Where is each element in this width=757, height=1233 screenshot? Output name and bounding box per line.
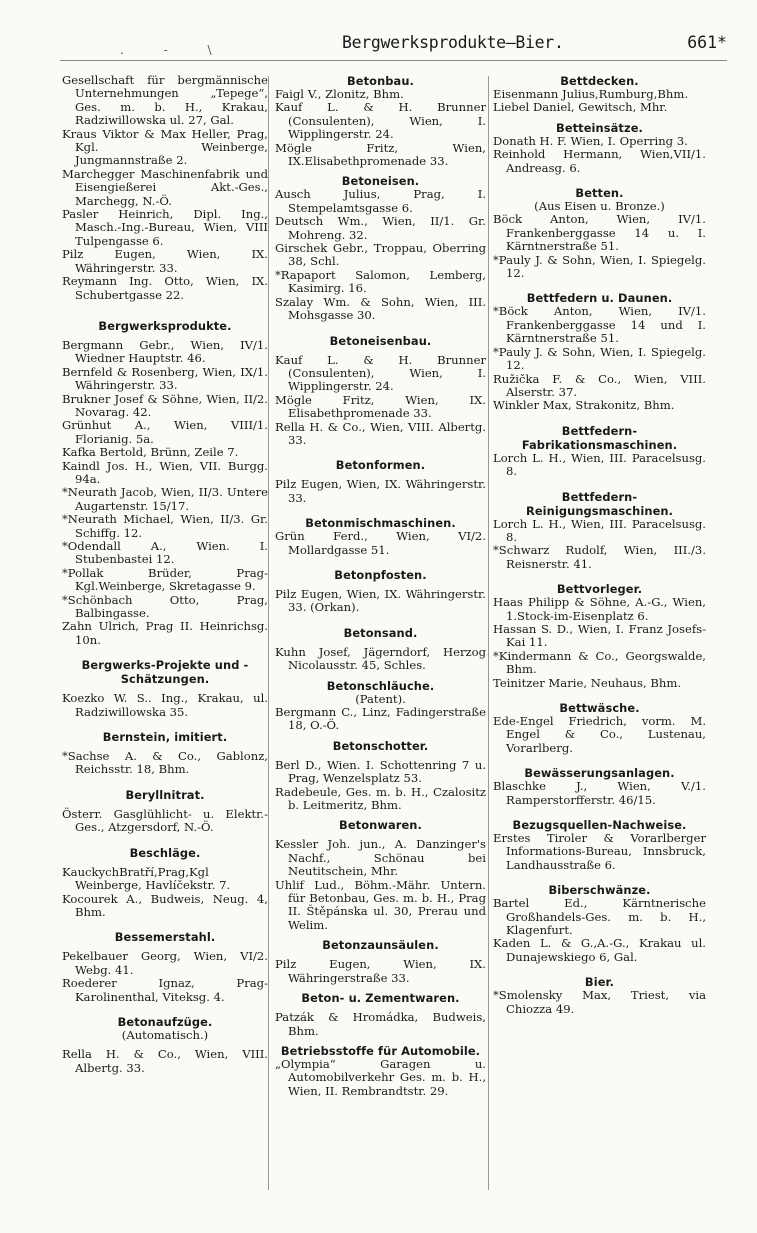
directory-entry: Böck Anton, Wien, IV/1. Frankenberggasse 14 u. I. Kärntnerstraße 51. xyxy=(493,212,706,254)
section-heading: Betonschläuche. xyxy=(326,678,435,693)
section-heading: Betonpfosten. xyxy=(334,567,427,582)
directory-entry: *Smolensky Max, Triest, via Chiozza 49. xyxy=(493,988,706,1016)
spacer xyxy=(62,302,268,319)
spacer xyxy=(493,755,706,766)
directory-entry: KauckychBratří,Prag,Kgl Weinberge, Havlíčekstr. 7. xyxy=(62,864,231,893)
spacer xyxy=(493,964,706,975)
directory-entry: Grün Ferd., Wien, VI/2. Mollardgasse 51. xyxy=(275,529,486,557)
directory-entry: Teinitzer Marie, Neuhaus, Bhm. xyxy=(493,675,682,690)
section-heading: Beton- u. Zementwaren. xyxy=(301,991,460,1006)
section-heading: Betonbau. xyxy=(347,74,414,88)
directory-entry: *Pauly J. & Sohn, Wien, I. Spiegelg. 12. xyxy=(493,252,706,281)
spacer xyxy=(62,919,268,930)
directory-entry: Kessler Joh. jun., A. Danzinger's Nachf., Schönau bei Neutitschein, Mhr. xyxy=(275,837,486,879)
column-divider-2 xyxy=(488,76,489,1190)
section-heading: Bettvorleger. xyxy=(556,582,643,597)
section-heading: Betonmischmaschinen. xyxy=(305,516,456,531)
spacer xyxy=(275,447,486,458)
directory-entry: Pasler Heinrich, Dipl. Ing., Masch.-Ing.-Bureau, Wien, VIII Tulpengasse 6. xyxy=(62,207,268,248)
spacer xyxy=(62,647,268,658)
spacer xyxy=(493,413,706,424)
spacer xyxy=(275,505,486,516)
spacer xyxy=(493,479,706,490)
directory-entry: Kraus Viktor & Max Heller, Prag, Kgl. Weinberge, Jungmannstraße 2. xyxy=(62,126,268,168)
section-heading: Bettdecken. xyxy=(560,74,639,88)
directory-entry: Pekelbauer Georg, Wien, VI/2. Webg. 41. xyxy=(62,949,268,977)
directory-entry: Kaden L. & G.,A.-G., Krakau ul. Dunajewskiego 6, Gal. xyxy=(493,936,706,964)
directory-entry: Ružička F. & Co., Wien, VIII. Alserstr. 37. xyxy=(493,371,706,399)
directory-entry: Pilz Eugen, Wien, IX. Währingerstr. 33. xyxy=(275,477,486,505)
spacer xyxy=(62,835,268,846)
column-1 xyxy=(62,74,268,1075)
section-heading: Bessemerstahl. xyxy=(114,930,216,945)
section-subheading: (Automatisch.) xyxy=(121,1027,209,1042)
directory-entry: *Böck Anton, Wien, IV/1. Frankenberggasse 14 und I. Kärntnerstraße 51. xyxy=(493,304,706,346)
directory-entry: Ausch Julius, Prag, I. Stempelamtsgasse 6. xyxy=(275,187,486,215)
directory-entry: Bartel Ed., Kärntnerische Großhandels-Ges. m. b. H., Klagenfurt. xyxy=(493,896,706,938)
directory-entry: Rella H. & Co., Wien, VIII. Albertg. 33. xyxy=(62,1047,268,1075)
section-heading: Bettwäsche. xyxy=(559,701,640,715)
spacer xyxy=(493,571,706,582)
directory-entry: *Neurath Jacob, Wien, II/3. Untere Augartenstr. 15/17. xyxy=(62,485,268,513)
section-heading: Bergwerksprodukte. xyxy=(98,318,232,333)
spacer xyxy=(493,807,706,818)
directory-entry: Reymann Ing. Otto, Wien, IX. Schubertgasse 22. xyxy=(62,274,268,302)
section-heading: Betonformen. xyxy=(335,458,426,473)
section-heading: Betonsand. xyxy=(343,625,418,640)
section-heading: Bergwerks-Projekte und -Schätzungen. xyxy=(81,658,249,687)
directory-entry: Pilz Eugen, Wien, IX. Währingerstraße 33. xyxy=(275,957,486,985)
section-heading: Bettfedern u. Daunen. xyxy=(526,291,673,306)
directory-entry: *Pauly J. & Sohn, Wien, I. Spiegelg. 12. xyxy=(493,344,706,373)
spacer xyxy=(493,690,706,701)
spacer xyxy=(493,280,706,291)
directory-entry: Roederer Ignaz, Prag-Karolinenthal, Viteksg. 4. xyxy=(62,976,268,1004)
directory-entry: Kauf L. & H. Brunner (Consulenten), Wien, I. Wipplingerstr. 24. xyxy=(275,352,486,394)
directory-entry: Kafka Bertold, Brünn, Zeile 7. xyxy=(62,445,239,460)
directory-entry: Lorch L. H., Wien, III. Paracelsusg. 8. xyxy=(493,516,706,544)
directory-entry: Koezko W. S.. Ing., Krakau, ul. Radziwillowska 35. xyxy=(62,691,268,719)
directory-entry: Liebel Daniel, Gewitsch, Mhr. xyxy=(493,100,668,115)
directory-entry: Bernfeld & Rosenberg, Wien, IX/1. Währingerstr. 33. xyxy=(62,364,268,393)
directory-entry: Rella H. & Co., Wien, VIII. Albertg. 33. xyxy=(275,419,486,447)
section-subheading: (Aus Eisen u. Bronze.) xyxy=(534,199,665,214)
directory-entry: Lorch L. H., Wien, III. Paracelsusg. 8. xyxy=(493,450,706,479)
section-heading: Betonzaunsäulen. xyxy=(322,938,439,953)
section-heading: Betoneisen. xyxy=(341,174,420,189)
directory-entry: Pilz Eugen, Wien, IX. Währingerstr. 33. xyxy=(62,247,268,275)
directory-entry: Mögle Fritz, Wien, IX.Elisabethpromenade 33. xyxy=(275,140,486,169)
directory-entry: *Schwarz Rudolf, Wien, III./3. Reisnerstr. 41. xyxy=(493,543,706,571)
section-heading: Betten. xyxy=(575,186,624,201)
section-heading: Bier. xyxy=(584,975,615,990)
page-number: 661* xyxy=(687,33,727,52)
directory-entry: Girschek Gebr., Troppau, Oberring 38, Schl. xyxy=(275,241,486,269)
directory-entry: Pilz Eugen, Wien, IX. Währingerstr. 33. (Orkan). xyxy=(275,586,486,615)
directory-entry: Blaschke J., Wien, V./1. Ramperstorfferstr. 46/15. xyxy=(493,779,706,807)
spacer xyxy=(493,872,706,883)
spacer xyxy=(275,323,486,334)
directory-entry: *Rapaport Salomon, Lemberg, Kasimirg. 16. xyxy=(275,267,486,296)
page-title: Bergwerksprodukte—Bier. xyxy=(342,33,564,52)
directory-entry: Kauf L. & H. Brunner (Consulenten), Wien, I. Wipplingerstr. 24. xyxy=(275,100,486,142)
page-header xyxy=(60,30,727,61)
directory-entry: Gesellschaft für bergmännische Unternehmungen „Tepege“, Ges. m. b. H., Krakau, Radziwillowska ul. 27, Gal. xyxy=(62,73,268,128)
section-heading: Beschläge. xyxy=(129,845,201,860)
spacer xyxy=(275,615,486,626)
directory-entry: Österr. Gasglühlicht- u. Elektr.-Ges., Atzgersdorf, N.-Ö. xyxy=(62,806,268,835)
directory-entry: Marchegger Maschinenfabrik und Eisengießerei Akt.-Ges., Marchegg, N.-Ö. xyxy=(62,166,268,208)
directory-entry: Ede-Engel Friedrich, vorm. M. Engel & Co., Lustenau, Vorarlberg. xyxy=(493,714,706,755)
section-heading: Betonwaren. xyxy=(339,818,422,833)
spacer xyxy=(493,175,706,186)
directory-entry: Donath H. F. Wien, I. Operring 3. xyxy=(493,133,688,148)
column-2 xyxy=(275,74,486,1098)
directory-entry: Haas Philipp & Söhne, A.-G., Wien, 1.Stock-im-Eisenplatz 6. xyxy=(493,595,706,623)
directory-entry: Hassan S. D., Wien, I. Franz Josefs-Kai 11. xyxy=(493,621,706,650)
directory-entry: *Kindermann & Co., Georgswalde, Bhm. xyxy=(493,648,706,677)
column-3 xyxy=(493,74,706,1016)
directory-entry: Grünhut A., Wien, VIII/1. Florianig. 5a. xyxy=(62,418,268,446)
header-decoration: . - \ xyxy=(120,43,230,57)
section-heading: Betriebsstoffe für Automobile. xyxy=(280,1043,481,1058)
section-heading: Betonschotter. xyxy=(332,738,429,753)
directory-entry: Reinhold Hermann, Wien,VII/1. Andreasg. 6. xyxy=(493,147,706,175)
directory-entry: Szalay Wm. & Sohn, Wien, III. Mohsgasse 30. xyxy=(275,294,486,323)
directory-entry: Brukner Josef & Söhne, Wien, II/2. Novarag. 42. xyxy=(62,391,268,419)
spacer xyxy=(62,1004,268,1015)
section-heading: Bettfedern-Fabrikationsmaschinen. xyxy=(521,423,678,452)
directory-entry: Bergmann C., Linz, Fadingerstraße 18, O.-Ö. xyxy=(275,705,486,733)
directory-entry: Kaindl Jos. H., Wien, VII. Burgg. 94a. xyxy=(62,458,268,486)
directory-entry: Erstes Tiroler & Vorarlberger Informations-Bureau, Innsbruck, Landhausstraße 6. xyxy=(493,831,706,872)
directory-entry: *Pollak Brüder, Prag-Kgl.Weinberge, Skretagasse 9. xyxy=(62,565,268,594)
directory-entry: Deutsch Wm., Wien, II/1. Gr. Mohreng. 32. xyxy=(275,214,486,242)
spacer xyxy=(62,777,268,788)
directory-entry: Berl D., Wien. I. Schottenring 7 u. Prag, Wenzelsplatz 53. xyxy=(275,757,486,786)
section-heading: Biberschwänze. xyxy=(548,883,651,898)
section-heading: Betonaufzüge. xyxy=(117,1014,213,1029)
section-heading: Bezugsquellen-Nachweise. xyxy=(512,818,687,833)
directory-entry: Winkler Max, Strakonitz, Bhm. xyxy=(493,398,675,413)
directory-entry: Kuhn Josef, Jägerndorf, Herzog Nicolausstr. 45, Schles. xyxy=(275,644,486,673)
directory-entry: Uhlif Lud., Böhm.-Mähr. Untern. für Betonbau, Ges. m. b. H., Prag II. Štěpánska ul. 30, Prerau und Welim. xyxy=(275,877,486,932)
directory-entry: Radebeule, Ges. m. b. H., Czalositz b. Leitmeritz, Bhm. xyxy=(275,784,486,813)
directory-entry: Patzák & Hromádka, Budweis, Bhm. xyxy=(275,1010,486,1038)
directory-entry: *Sachse A. & Co., Gablonz, Reichsstr. 18, Bhm. xyxy=(62,749,268,777)
section-heading: Bettfedern-Reinigungsmaschinen. xyxy=(525,489,674,518)
directory-entry: Faigl V., Zlonitz, Bhm. xyxy=(275,87,404,101)
directory-entry: Mögle Fritz, Wien, IX. Elisabethpromenade 33. xyxy=(275,392,486,421)
section-heading: Betoneisenbau. xyxy=(329,333,432,348)
directory-entry: Kocourek A., Budweis, Neug. 4, Bhm. xyxy=(62,891,268,919)
directory-entry: *Neurath Michael, Wien, II/3. Gr. Schiffg. 12. xyxy=(62,512,268,540)
directory-entry: Bergmann Gebr., Wien, IV/1. Wiedner Hauptstr. 46. xyxy=(62,337,268,366)
section-heading: Bernstein, imitiert. xyxy=(102,730,228,745)
section-heading: Betteinsätze. xyxy=(556,120,643,135)
section-heading: Beryllnitrat. xyxy=(125,787,205,802)
directory-entry: *Odendall A., Wien. I. Stubenbastei 12. xyxy=(62,539,268,567)
directory-entry: *Schönbach Otto, Prag, Balbingasse. xyxy=(62,592,268,621)
section-subheading: (Patent). xyxy=(355,691,406,706)
directory-entry: Eisenmann Julius,Rumburg,Bhm. xyxy=(493,87,688,101)
spacer xyxy=(275,557,486,568)
column-divider-1 xyxy=(268,76,269,1190)
section-heading: Bewässerungsanlagen. xyxy=(524,766,675,781)
directory-entry: Zahn Ulrich, Prag II. Heinrichsg. 10n. xyxy=(62,619,268,647)
spacer xyxy=(62,719,268,730)
directory-entry: „Olympia“ Garagen u. Automobilverkehr Ges. m. b. H., Wien, II. Rembrandtstr. 29. xyxy=(275,1056,486,1098)
